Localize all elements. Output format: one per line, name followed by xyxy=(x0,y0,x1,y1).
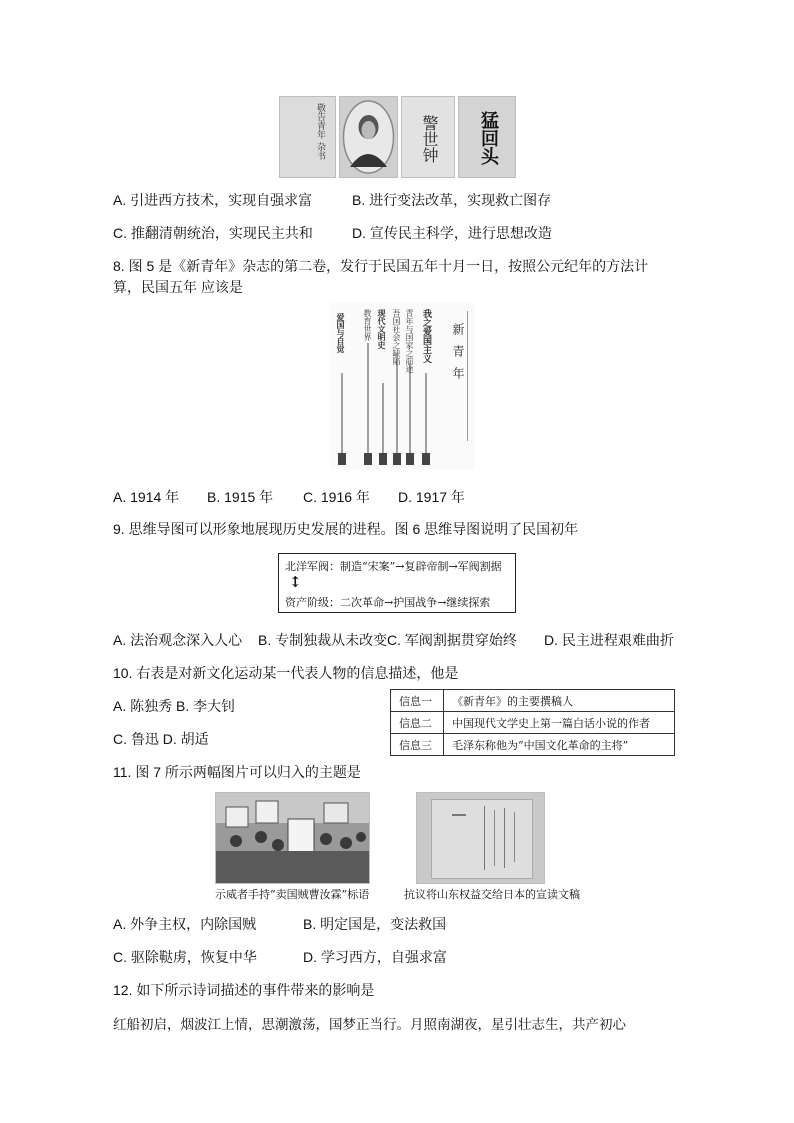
q9-option-d: D. 民主进程艰难曲折 xyxy=(544,632,674,648)
info-text: 中国现代文学史上第一篇白话小说的作者 xyxy=(444,712,675,734)
q9-mind-map xyxy=(278,553,516,613)
info-label: 信息一 xyxy=(391,690,444,712)
q7-option-b: B. 进行变法改革，实现救亡图存 xyxy=(352,192,552,208)
q8-option-d: D. 1917 年 xyxy=(398,489,465,505)
q11-stem: 11. 图 7 所示两幅图片可以归入的主题是 xyxy=(113,764,361,780)
q7-option-c: C. 推翻清朝统治，实现民主共和 xyxy=(113,225,313,241)
q7-option-d: D. 宣传民主科学，进行思想改造 xyxy=(352,225,552,241)
q7-image-book-3 xyxy=(401,96,455,178)
info-label: 信息三 xyxy=(391,734,444,756)
q8-magazine-cover xyxy=(330,303,475,469)
q8-stem-line2: 算，民国五年 应该是 xyxy=(113,279,243,295)
q10-options-row1: A. 陈独秀 B. 李大钊 xyxy=(113,698,236,714)
q11-option-d: D. 学习西方，自强求富 xyxy=(303,949,447,965)
q11-option-a: A. 外争主权，内除国贼 xyxy=(113,916,257,932)
table-row xyxy=(391,712,675,734)
q9-option-a: A. 法治观念深入人心 xyxy=(113,632,243,648)
q11-option-b: B. 明定国是，变法救国 xyxy=(303,916,447,932)
q8-cover-title: 新青年 xyxy=(451,323,465,389)
q7-image-1-text: 敬告青年 杂书 xyxy=(315,103,325,160)
q12-poem: 红船初启，烟波江上情，思潮激荡，国梦正当行。月照南湖夜，星引壮志生，共产初心 xyxy=(113,1017,626,1033)
q9-stem: 9. 思维导图可以形象地展现历史发展的进程。图 6 思维导图说明了民国初年 xyxy=(113,521,579,537)
q10-options-row2: C. 鲁迅 D. 胡适 xyxy=(113,731,209,747)
q9-mind-map-top: 北洋军阀：制造“宋案”→复辟帝制→军阀割据 xyxy=(285,560,502,573)
q8-column-6: 爱国与自觉 xyxy=(336,313,346,353)
info-text: 毛泽东称他为“中国文化革命的主将” xyxy=(444,734,675,756)
q7-image-book-1 xyxy=(279,96,336,178)
q10-info-table xyxy=(390,689,675,756)
document-paper xyxy=(431,799,533,879)
q9-option-b: B. 专制独裁从未改变 xyxy=(258,632,388,648)
table-row xyxy=(391,690,675,712)
q7-image-4-text: 猛回头 xyxy=(478,111,499,165)
q10-stem: 10. 右表是对新文化运动某一代表人物的信息描述，他是 xyxy=(113,665,459,681)
q8-option-c: C. 1916 年 xyxy=(303,489,370,505)
q8-option-a: A. 1914 年 xyxy=(113,489,180,505)
q11-photo-document xyxy=(416,792,545,884)
info-label: 信息二 xyxy=(391,712,444,734)
q12-stem: 12. 如下所示诗词描述的事件带来的影响是 xyxy=(113,982,375,998)
info-text: 《新青年》的主要撰稿人 xyxy=(444,690,675,712)
q8-column-1: 我之爱国主义 xyxy=(421,309,431,363)
q8-column-2: 青年与国家之前途 xyxy=(405,309,414,373)
q8-column-5: 教育世界 xyxy=(363,309,372,341)
q7-option-a: A. 引进西方技术，实现自强求富 xyxy=(113,192,313,208)
protest-scene xyxy=(216,793,369,883)
portrait-figure xyxy=(340,97,397,177)
q8-column-4: 现代文明史 xyxy=(377,309,387,349)
q11-photo-protesters xyxy=(215,792,370,884)
q8-stem-line1: 8. 图 5 是《新青年》杂志的第二卷，发行于民国五年十月一日，按照公元纪年的方法计 xyxy=(113,258,649,274)
q8-option-b: B. 1915 年 xyxy=(207,489,274,505)
q9-mind-map-bottom: 资产阶级：二次革命→护国战争→继续探索 xyxy=(285,596,491,609)
q9-option-c: C. 军阀割据贯穿始终 xyxy=(387,632,517,648)
q11-caption-right: 抗议将山东权益交给日本的宣读文稿 xyxy=(404,888,580,901)
table-row xyxy=(391,734,675,756)
q9-mind-map-arrow: ↕ xyxy=(289,573,302,591)
q7-image-book-4 xyxy=(458,96,516,178)
q11-option-c: C. 驱除鞑虏，恢复中华 xyxy=(113,949,257,965)
q11-caption-left: 示威者手持“卖国贼曹汝霖”标语 xyxy=(215,888,370,901)
q8-cover-column-rules xyxy=(330,303,475,469)
q7-image-3-text: 警世钟 xyxy=(420,115,439,163)
q7-image-portrait xyxy=(339,96,398,178)
q8-column-3: 吾国社会之缺陷 xyxy=(392,309,401,365)
